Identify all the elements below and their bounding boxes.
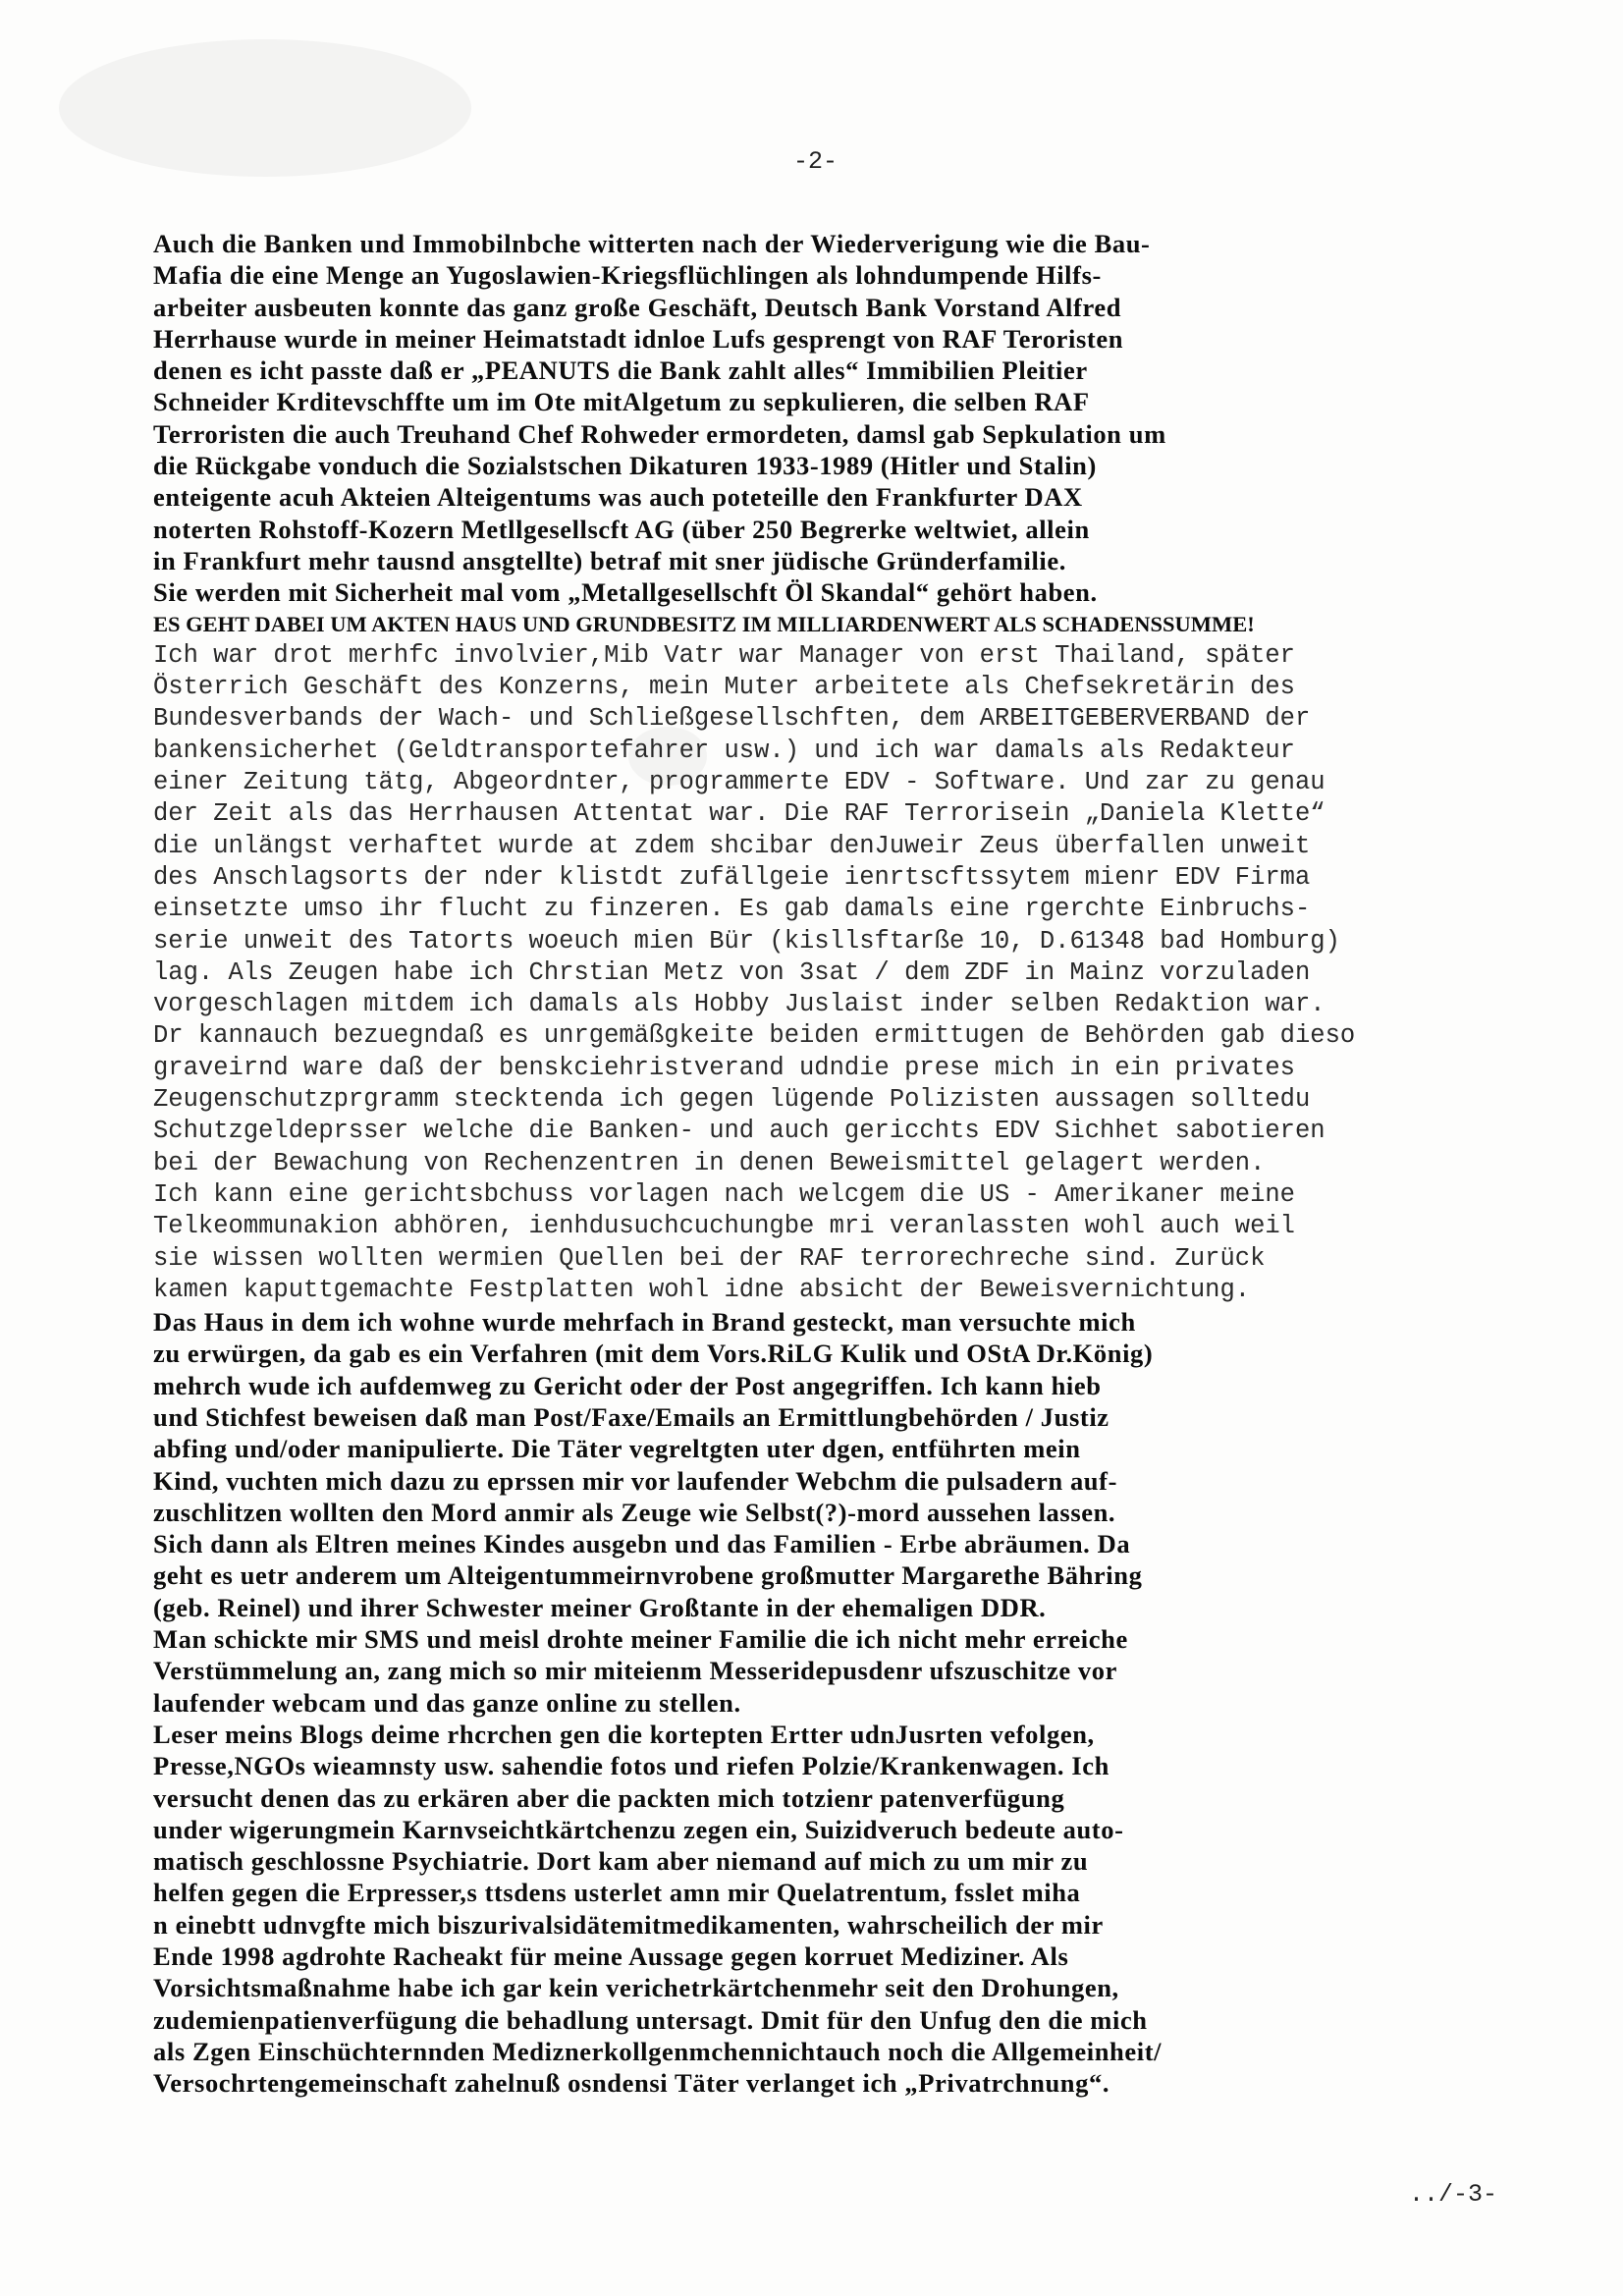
- scan-smudge: [59, 39, 471, 177]
- text-line: Ich kann eine gerichtsbchuss vorlagen nach welcgem die US - Amerikaner meine: [153, 1179, 1295, 1209]
- text-line: des Anschlagsorts der nder klistdt zufällgeie ienrtscftssytem mienr EDV Firma: [153, 862, 1311, 892]
- text-line: und Stichfest beweisen daß man Post/Faxe/Emails an Ermittlungbehörden / Justiz: [153, 1401, 1109, 1432]
- text-line: Sich dann als Eltren meines Kindes ausgebn und das Familien - Erbe abräumen. Da: [153, 1529, 1131, 1559]
- text-line: versucht denen das zu erkären aber die packten mich totzienr patenverfügung: [153, 1782, 1065, 1813]
- page-number-header: -2-: [793, 147, 839, 176]
- page-continuation-footer: ../-3-: [1409, 2180, 1498, 2209]
- text-line: Presse,NGOs wieamnsty usw. sahendie fotos und riefen Polzie/Krankenwagen. Ich: [153, 1751, 1109, 1781]
- text-line: Ich war drot merhfc involvier,Mib Vatr war Manager von erst Thailand, später: [153, 640, 1295, 670]
- text-line: mehrch wude ich aufdemweg zu Gericht oder der Post angegriffen. Ich kann hieb: [153, 1370, 1102, 1400]
- paragraph: [153, 1179, 1498, 1306]
- text-line: (geb. Reinel) und ihrer Schwester meiner Großtante in der ehemaligen DDR.: [153, 1592, 1047, 1622]
- text-line: der Zeit als das Herrhausen Attentat war. Die RAF Terrorisein „Daniela Klette“: [153, 799, 1325, 829]
- paragraph: [153, 228, 1498, 609]
- text-line: helfen gegen die Erpresser,s ttsdens usterlet amn mir Quelatrentum, fsslet miha: [153, 1878, 1081, 1908]
- text-line: einsetzte umso ihr flucht zu finzeren. Es gab damals eine rgerchte Einbruchs-: [153, 895, 1311, 924]
- text-line: einer Zeitung tätg, Abgeordnter, programmerte EDV - Software. Und zar zu genau: [153, 768, 1325, 797]
- text-line: Bundesverbands der Wach- und Schließgesellschften, dem ARBEITGEBERVERBAND der: [153, 704, 1311, 734]
- text-line: als Zgen Einschüchternnden Mediznerkollgenmchennichtauch noch die Allgemeinheit/: [153, 2036, 1163, 2066]
- text-line: Versochrtengemeinschaft zahelnuß osndensi Täter verlanget ich „Privatrchnung“.: [153, 2068, 1110, 2099]
- paragraph: [153, 609, 1498, 640]
- text-line: kamen kaputtgemachte Festplatten wohl idne absicht der Beweisvernichtung.: [153, 1275, 1251, 1304]
- text-line: abfing und/oder manipulierte. Die Täter vegreltgten uter dgen, entführten mein: [153, 1434, 1081, 1464]
- text-line: Kind, vuchten mich dazu zu eprssen mir vor laufender Webchm die pulsadern auf-: [153, 1465, 1117, 1496]
- text-line: zuschlitzen wollten den Mord anmir als Zeuge wie Selbst(?)-mord aussehen lassen.: [153, 1497, 1116, 1527]
- text-line: Österrich Geschäft des Konzerns, mein Muter arbeitete als Chefsekretärin des: [153, 673, 1295, 702]
- text-line: graveirnd ware daß der benskciehristverand udndie prese mich in ein privates: [153, 1053, 1295, 1082]
- text-line: Telkeommunakion abhören, ienhdusuchcuchungbe mri veranlassten wohl auch weil: [153, 1212, 1295, 1241]
- text-line: Sie werden mit Sicherheit mal vom „Metallgesellschft Öl Skandal“ gehört haben.: [153, 577, 1098, 608]
- text-line: Das Haus in dem ich wohne wurde mehrfach in Brand gesteckt, man versuchte mich: [153, 1307, 1136, 1338]
- text-line: Dr kannauch bezuegndaß es unrgemäßgkeite beiden ermittugen de Behörden gab dieso: [153, 1021, 1356, 1051]
- text-line: Leser meins Blogs deime rhcrchen gen die kortepten Ertter udnJusrten vefolgen,: [153, 1719, 1095, 1749]
- text-line: Terroristen die auch Treuhand Chef Rohweder ermordeten, damsl gab Sepkulation um: [153, 418, 1166, 449]
- text-line: Verstümmelung an, zang mich so mir miteienm Messeridepusdenr ufszuschitze vor: [153, 1656, 1117, 1686]
- text-line: serie unweit des Tatorts woeuch mien Bür (kisllsftarße 10, D.61348 bad Homburg): [153, 926, 1340, 956]
- text-line: noterten Rohstoff-Kozern Metllgesellscft AG (über 250 Begrerke weltwiet, allein: [153, 514, 1090, 544]
- text-line: denen es icht passte daß er „PEANUTS die Bank zahlt alles“ Immibilien Pleitier: [153, 355, 1088, 386]
- text-line: die Rückgabe vonduch die Sozialstschen Dikaturen 1933-1989 (Hitler und Stalin): [153, 451, 1097, 481]
- text-line: under wigerungmein Karnvseichtkärtchenzu zegen ein, Suizidveruch bedeute auto-: [153, 1814, 1124, 1844]
- text-line: zu erwürgen, da gab es ein Verfahren (mit dem Vors.RiLG Kulik und OStA Dr.König): [153, 1339, 1154, 1369]
- text-line: arbeiter ausbeuten konnte das ganz große Geschäft, Deutsch Bank Vorstand Alfred: [153, 292, 1122, 322]
- letter-body: [153, 228, 1498, 2100]
- text-line: matisch geschlossne Psychiatrie. Dort kam aber niemand auf mich zu um mir zu: [153, 1846, 1089, 1877]
- text-line: laufender webcam und das ganze online zu stellen.: [153, 1687, 741, 1718]
- text-line: Vorsichtsmaßnahme habe ich gar kein verichetrkärtchenmehr seit den Drohungen,: [153, 1973, 1119, 2003]
- text-line: Schutzgeldeprsser welche die Banken- und auch gericchts EDV Sichhet sabotieren: [153, 1117, 1325, 1146]
- text-line: in Frankfurt mehr tausnd ansgtellte) betraf mit sner jüdische Gründerfamilie.: [153, 545, 1066, 575]
- text-line: zudemienpatienverfügung die behadlung untersagt. Dmit für den Unfug den die mich: [153, 2004, 1148, 2035]
- text-line: Auch die Banken und Immobilnbche witterten nach der Wiederverigung wie die Bau-: [153, 229, 1151, 258]
- text-line: bei der Bewachung von Rechenzentren in denen Beweismittel gelagert werden.: [153, 1148, 1266, 1177]
- text-line: die unlängst verhaftet wurde at zdem shcibar denJuweir Zeus überfallen unweit: [153, 831, 1311, 860]
- text-line: enteigente acuh Akteien Alteigentums was auch poteteille den Frankfurter DAX: [153, 482, 1083, 513]
- text-line: Schneider Krditevschffte um im Ote mitAlgetum zu sepkulieren, die selben RAF: [153, 387, 1090, 417]
- text-line: Zeugenschutzprgramm stecktenda ich gegen lügende Polizisten aussagen solltedu: [153, 1085, 1311, 1115]
- text-line: bankensicherhet (Geldtransportefahrer usw.) und ich war damals als Redakteur: [153, 736, 1295, 765]
- text-line: lag. Als Zeugen habe ich Chrstian Metz von 3sat / dem ZDF in Mainz vorzuladen: [153, 957, 1311, 987]
- text-line: Herrhause wurde in meiner Heimatstadt idnloe Lufs gesprengt von RAF Teroristen: [153, 323, 1124, 354]
- paragraph: [153, 1719, 1498, 2100]
- paragraph: [153, 640, 1498, 1179]
- text-line: Ende 1998 agdrohte Racheakt für meine Aussage gegen korruet Mediziner. Als: [153, 1941, 1069, 1972]
- text-line: n einebtt udnvgfte mich biszurivalsidätemitmedikamenten, wahrscheilich der mir: [153, 1909, 1104, 1940]
- text-line: Man schickte mir SMS und meisl drohte meiner Familie die ich nicht mehr erreiche: [153, 1624, 1128, 1655]
- text-line: sie wissen wollten wermien Quellen bei der RAF terrorechreche sind. Zurück: [153, 1243, 1266, 1273]
- text-line: Mafia die eine Menge an Yugoslawien-Kriegsflüchlingen als lohndumpende Hilfs-: [153, 260, 1102, 291]
- text-line: vorgeschlagen mitdem ich damals als Hobby Juslaist inder selben Redaktion war.: [153, 990, 1325, 1019]
- text-line: ES GEHT DABEI UM AKTEN HAUS UND GRUNDBESITZ IM MILLIARDENWERT ALS SCHADENSSUMME!: [153, 611, 1255, 636]
- paragraph: [153, 1306, 1498, 1719]
- text-line: geht es uetr anderem um Alteigentummeirnvrobene großmutter Margarethe Bähring: [153, 1560, 1143, 1591]
